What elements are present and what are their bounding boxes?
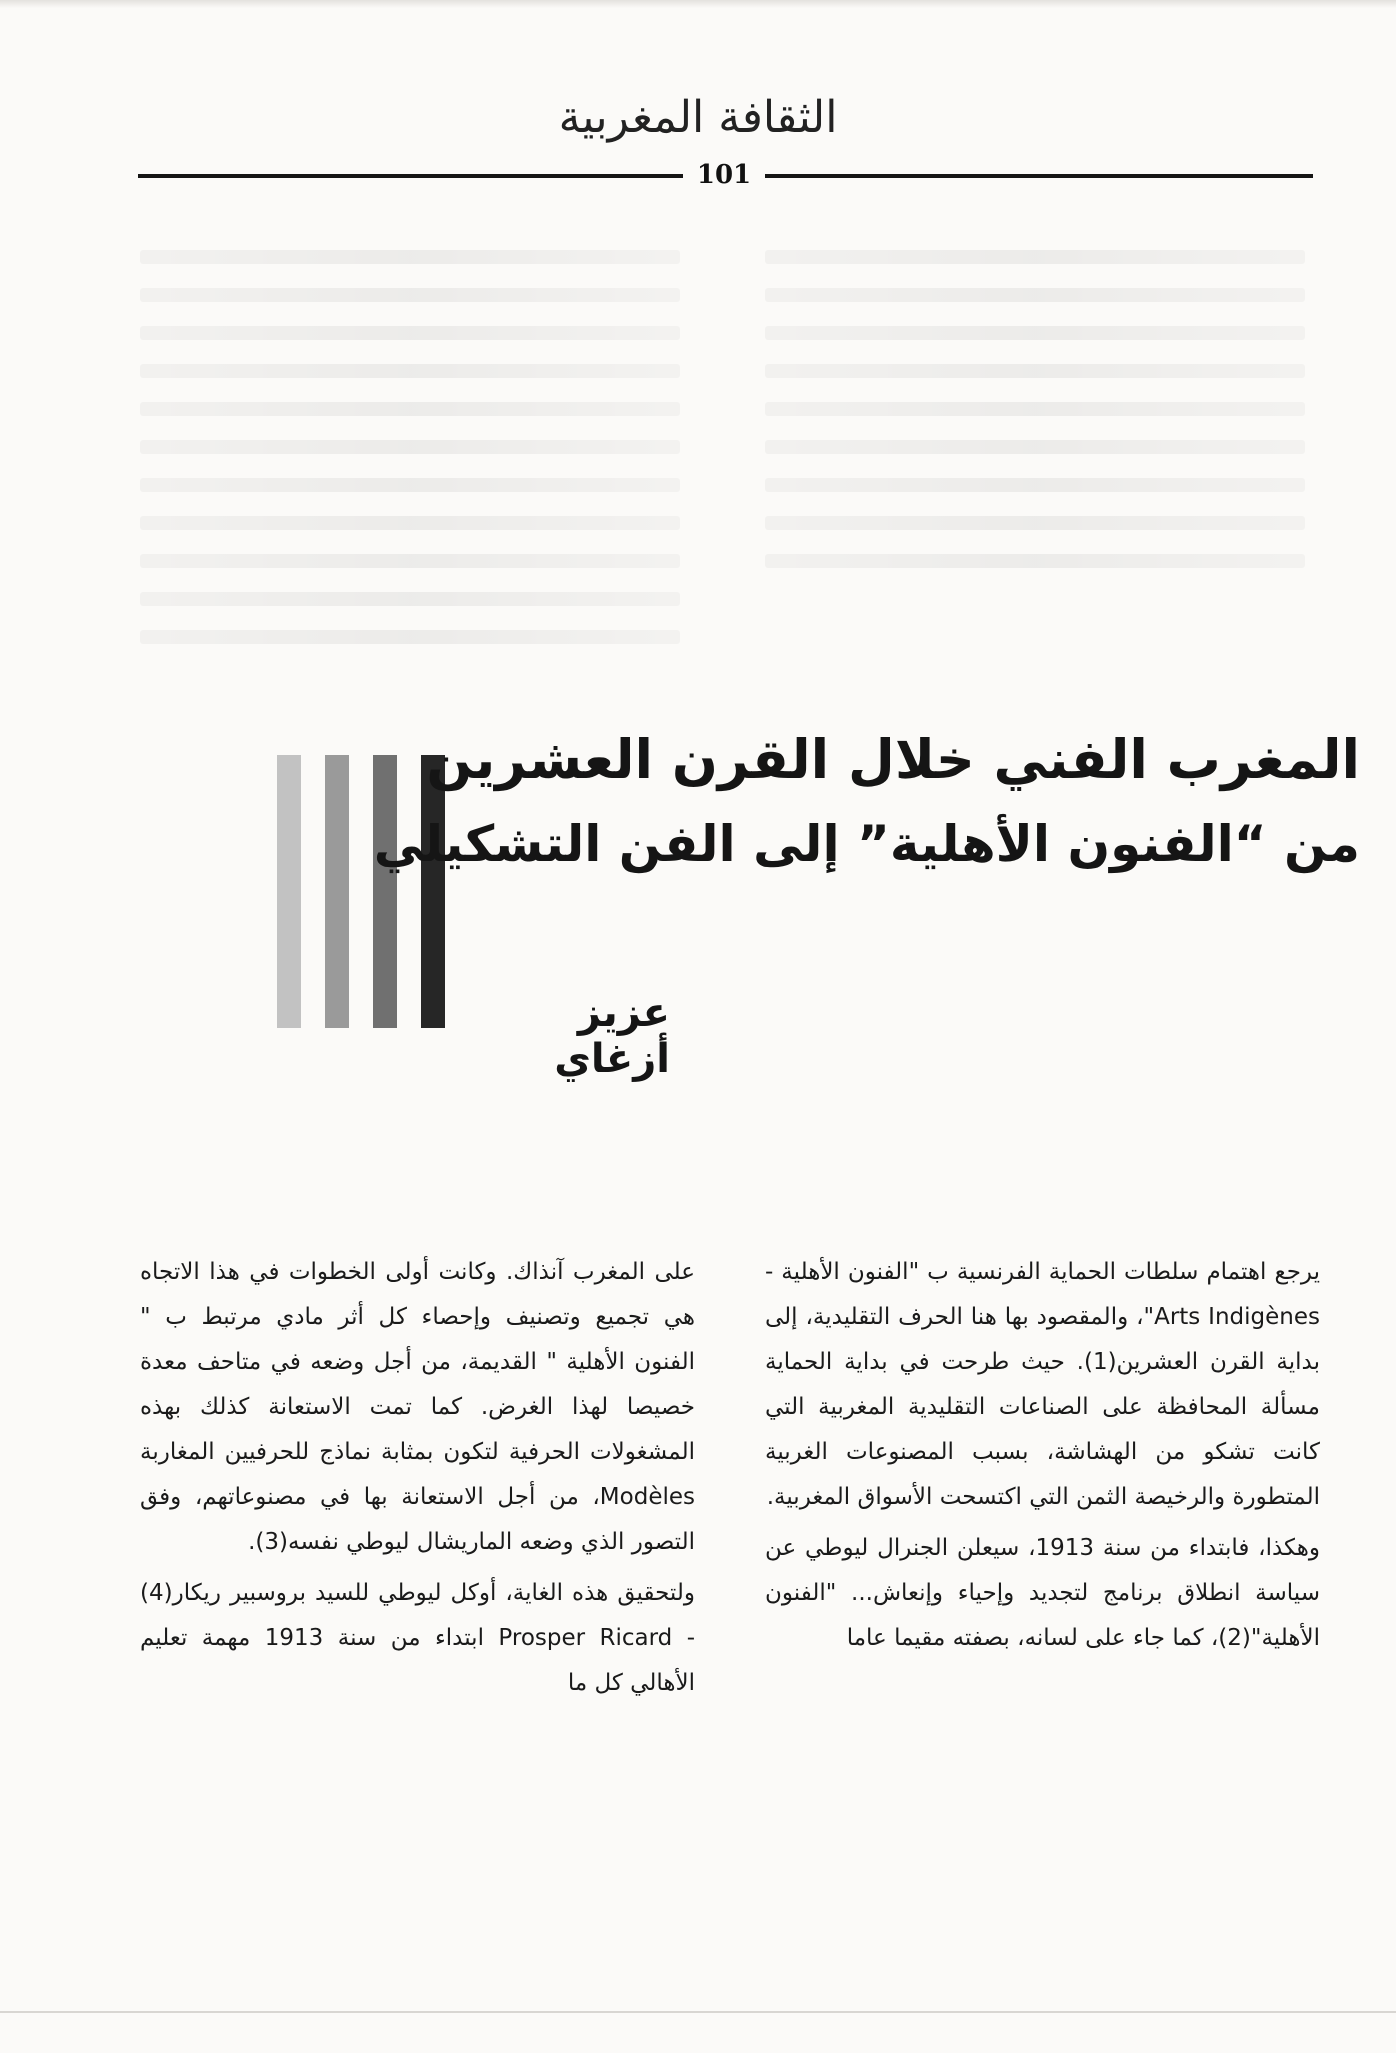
decorative-bar-1 (277, 755, 301, 1028)
page-top-edge (0, 0, 1396, 8)
paragraph: وهكذا، فابتداء من سنة 1913، سيعلن الجنرال ليوطي عن سياسة انطلاق برنامج لتجديد وإحياء وإنعاش... "الفنون الأهلية"(2)، كما جاء على لسانه، بصفته مقيما عاما (765, 1535, 1320, 1651)
page-bottom-edge (0, 2011, 1396, 2013)
article-subtitle: من “الفنون الأهلية” إلى الفن التشكيلي (373, 815, 1360, 873)
paragraph: ولتحقيق هذه الغاية، أوكل ليوطي للسيد بروسبير ريكار(4) - Prosper Ricard ابتداء من سنة 1913 مهمة تعليم الأهالي كل ما (140, 1580, 696, 1696)
body-column-left (140, 1250, 695, 1706)
article-author: عزيز أزغاي (554, 990, 670, 1082)
decorative-bar-3 (373, 755, 397, 1028)
header-rule-right (765, 174, 1313, 178)
paragraph: يرجع اهتمام سلطات الحماية الفرنسية ب "الفنون الأهلية - Arts Indigènes"، والمقصود بها هنا الحرف التقليدية، إلى بداية القرن العشرين(1). حيث طرحت في بداية الحماية مسألة المحافظة على الصناعات التقليدية المغربية التي كانت تشكو من الهشاشة، بسبب المصنوعات الغربية المتطورة والرخيصة الثمن التي اكتسحت الأسواق المغربية. (765, 1259, 1320, 1510)
header-rule-left (138, 174, 683, 178)
bleed-through-text-right (765, 250, 1305, 592)
page-number: 101 (696, 160, 752, 190)
decorative-bars (277, 755, 445, 1028)
body-column-right (765, 1250, 1320, 1661)
paragraph: على المغرب آنذاك. وكانت أولى الخطوات في هذا الاتجاه هي تجميع وتصنيف وإحصاء كل أثر مادي مرتبط ب " الفنون الأهلية " القديمة، من أجل وضعه في متاحف معدة خصيصا لهذا الغرض. كما تمت الاستعانة كذلك بهذه المشغولات الحرفية لتكون بمثابة نماذج للحرفيين المغاربة Modèles، من أجل الاستعانة بها في مصنوعاتهم، وفق التصور الذي وضعه الماريشال ليوطي نفسه(3). (140, 1259, 695, 1555)
decorative-bar-2 (325, 755, 349, 1028)
running-head: الثقافة المغربية (558, 92, 838, 143)
article-heading (373, 718, 1360, 886)
article-title: المغرب الفني خلال القرن العشرين (426, 728, 1360, 791)
bleed-through-text-left (140, 250, 680, 668)
